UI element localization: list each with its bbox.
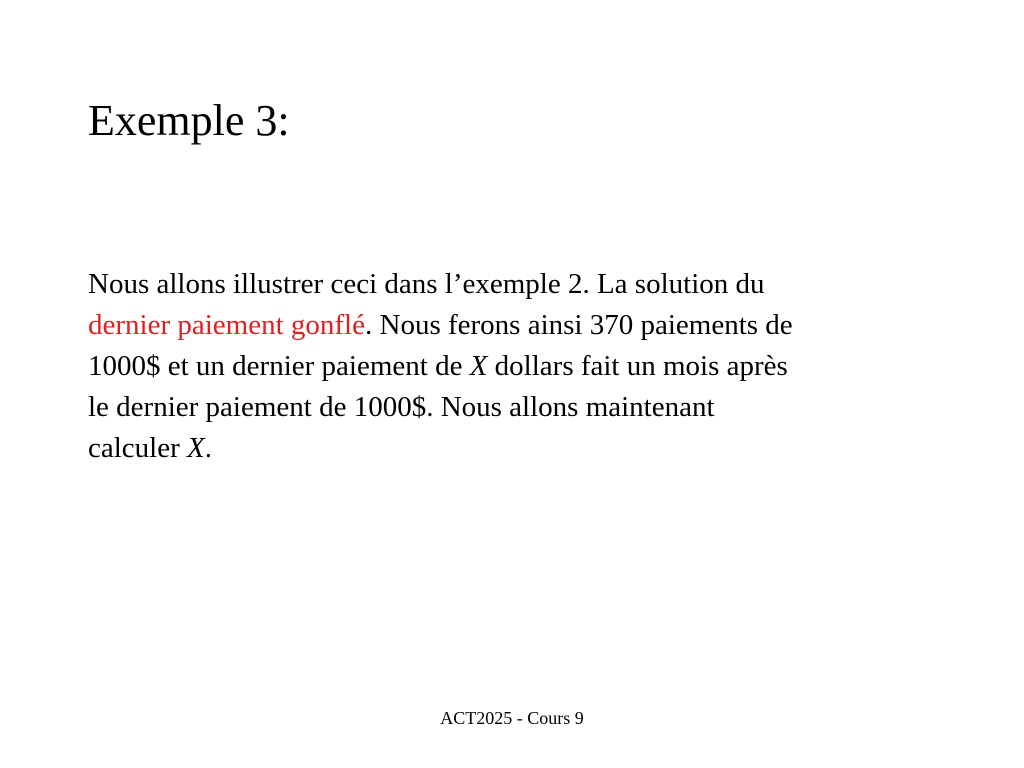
math-variable: X	[187, 432, 205, 464]
body-text: calculer	[88, 432, 188, 464]
footer-text: ACT2025 - Cours 9	[440, 708, 584, 728]
slide-title: Exemple 3:	[88, 96, 290, 145]
body-text: 1000$ et un dernier paiement de	[88, 350, 470, 382]
body-text: . Nous ferons ainsi 370 paiements de	[365, 309, 793, 341]
body-line-1	[88, 264, 968, 305]
body-text: le dernier paiement de 1000$. Nous allons maintenant	[88, 391, 715, 423]
body-line-5	[88, 428, 968, 469]
math-variable: X	[469, 350, 488, 382]
body-line-3	[88, 346, 968, 387]
slide-footer	[0, 706, 1024, 730]
body-line-2	[88, 305, 968, 346]
body-text: Nous allons illustrer ceci dans l’exemple 2. La solution du	[88, 268, 765, 300]
slide-body	[88, 264, 968, 469]
highlighted-term: dernier paiement gonflé	[88, 309, 365, 341]
body-text: dollars fait un mois après	[487, 350, 788, 382]
body-line-4	[88, 387, 968, 428]
body-text: .	[204, 432, 212, 464]
